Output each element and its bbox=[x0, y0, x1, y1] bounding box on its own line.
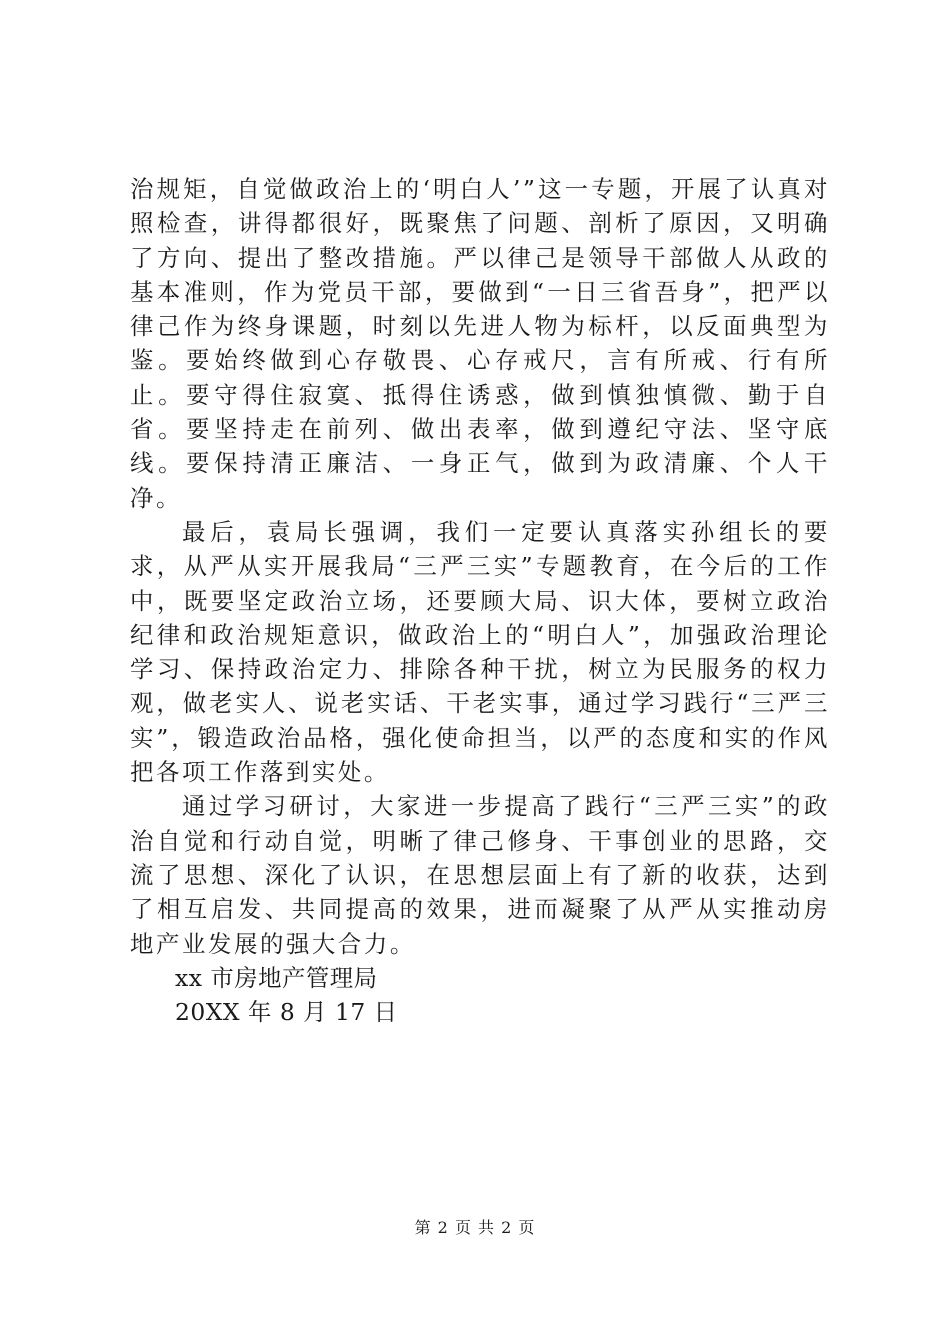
signature-organization: xx 市房地产管理局 bbox=[175, 963, 378, 992]
paragraph-conclusion: 最后，袁局长强调，我们一定要认真落实孙组长的要求，从严从实开展我局“三严三实”专题教育，在今后的工作中，既要坚定政治立场，还要顾大局、识大体，要树立政治纪律和政治规矩意识，做政治上的“明白人”，加强政治理论学习、保持政治定力、排除各种干扰，树立为民服务的权力观，做老实人、说老实话、干老实事，通过学习践行“三严三实”，锻造政治品格，强化使命担当，以严的态度和实的作风把各项工作落到实处。 bbox=[130, 517, 830, 787]
document-body bbox=[130, 172, 830, 1029]
page-footer: 第 2 页 共 2 页 bbox=[414, 1218, 536, 1237]
signature-date: 20XX 年 8 月 17 日 bbox=[175, 998, 398, 1027]
paragraph-continued: 治规矩，自觉做政治上的‘明白人’”这一专题，开展了认真对照检查，讲得都很好，既聚焦了问题、剖析了原因，又明确了方向、提出了整改措施。严以律己是领导干部做人从政的基本准则，作为党员干部，要做到“一日三省吾身”，把严以律己作为终身课题，时刻以先进人物为标杆，以反面典型为鉴。要始终做到心存敬畏、心存戒尺，言有所戒、行有所止。要守得住寂寞、抵得住诱惑，做到慎独慎微、勤于自省。要坚持走在前列、做出表率，做到遵纪守法、坚守底线。要保持清正廉洁、一身正气，做到为政清廉、个人干净。 bbox=[130, 175, 830, 512]
paragraph-summary: 通过学习研讨，大家进一步提高了践行“三严三实”的政治自觉和行动自觉，明晰了律己修身、干事创业的思路，交流了思想、深化了认识，在思想层面上有了新的收获，达到了相互启发、共同提高的效果，进而凝聚了从严从实推动房地产业发展的强大合力。 bbox=[130, 792, 830, 958]
